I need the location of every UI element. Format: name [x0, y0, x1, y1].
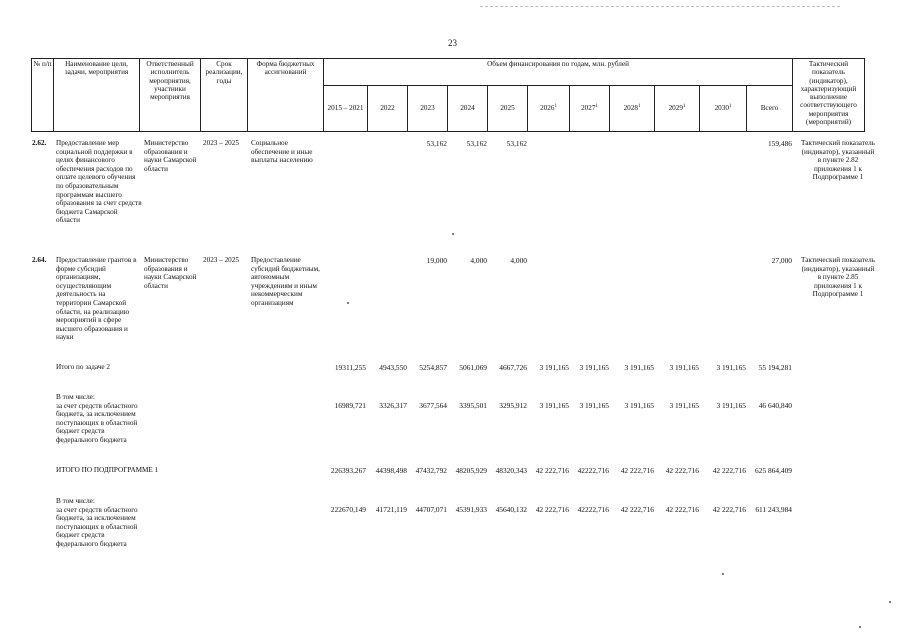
header-executor: Ответственный исполнитель мероприятия, участники мероприятия: [140, 59, 201, 132]
header-year: 2029$^1$: [655, 86, 700, 132]
budget-table-header: [31, 58, 865, 132]
totals-value: 5254,857: [419, 363, 447, 372]
row-value: 53,162: [506, 139, 527, 148]
row-name: Предоставление грантов в форме субсидий организациям, осуществляющим деятельность на территории Самарской области, на реализацию мероприятий в сфере высшего образования и науки: [56, 256, 137, 342]
totals-value: 42 222,716: [712, 466, 746, 475]
row-value: 4,000: [470, 256, 487, 265]
totals-value: 3295,912: [499, 401, 527, 410]
totals-value: 48320,343: [495, 466, 527, 475]
totals-value: 45640,132: [495, 505, 527, 514]
totals-value: 42 222,716: [535, 505, 569, 514]
row-executor: Министерство образования и науки Самарской области: [144, 256, 197, 290]
totals-value: 625 864,409: [755, 466, 792, 475]
row-term: 2023 – 2025: [203, 139, 239, 147]
row-num: 2.64.: [32, 256, 47, 264]
totals-value: 42 222,716: [535, 466, 569, 475]
totals-value: 5061,069: [459, 363, 487, 372]
totals-value: 45391,933: [455, 505, 487, 514]
totals-label: ИТОГО ПО ПОДПРОГРАММЕ 1: [56, 466, 159, 474]
header-year: 2028$^1$: [610, 86, 655, 132]
header-term: Срок реализации, годы: [201, 59, 248, 132]
totals-value: 42 222,716: [665, 505, 699, 514]
header-num: № п/п: [32, 59, 54, 132]
row-value: 53,162: [426, 139, 447, 148]
totals-value: 3 191,165: [579, 401, 609, 410]
totals-value: 3 191,165: [539, 363, 569, 372]
row-indicator: Тактический показатель (индикатор), указанный в пункте 2.82 приложения 1 к Подпрограмме 1: [801, 139, 875, 182]
row-value: 159,486: [767, 139, 792, 148]
totals-label: В том числе: за счет средств областного бюджета, за исключением поступающих в областной бюджет средств федерального бюджета: [56, 393, 138, 444]
header-year: 2025: [488, 86, 528, 132]
row-term: 2023 – 2025: [203, 256, 239, 264]
totals-value: 46 640,840: [758, 401, 792, 410]
footnote-mark: 1: [728, 104, 732, 110]
header-total: Всего: [747, 86, 793, 132]
header-form: Форма бюджетных ассигнований: [248, 59, 324, 132]
footnote-mark: 1: [637, 104, 641, 110]
header-year: 2027$^1$: [570, 86, 610, 132]
totals-value: 42222,716: [577, 466, 609, 475]
row-value: 19,000: [426, 256, 447, 265]
footnote-mark: 1: [595, 104, 598, 110]
totals-value: 3 191,165: [624, 401, 654, 410]
header-year: 2030$^1$: [700, 86, 747, 132]
row-value: 27,000: [771, 256, 792, 265]
totals-value: 44398,498: [375, 466, 407, 475]
scan-speck: [722, 573, 724, 575]
totals-value: 3 191,165: [579, 363, 609, 372]
header-year: 2024: [448, 86, 488, 132]
scan-speck: [859, 626, 861, 628]
totals-value: 611 243,984: [755, 505, 792, 514]
page-number: 23: [448, 38, 457, 48]
row-name: Предоставление мер социальной поддержки в целях финансового обеспечения расходов по оплате целевого обучения по образовательным программам высшего образования за счет средств бюджета Самарской области: [56, 139, 142, 225]
row-num: 2.62.: [32, 139, 47, 147]
scan-speck: [347, 302, 349, 304]
totals-value: 3677,564: [419, 401, 447, 410]
totals-value: 42 222,716: [712, 505, 746, 514]
totals-value: 48205,929: [455, 466, 487, 475]
totals-value: 47432,792: [415, 466, 447, 475]
totals-value: 3 191,165: [669, 363, 699, 372]
header-name: Наименование цели, задачи, мероприятия: [54, 59, 140, 132]
totals-value: 19311,255: [334, 363, 366, 372]
totals-label: В том числе: за счет средств областного бюджета, за исключением поступающих в областной бюджет средств федерального бюджета: [56, 497, 138, 548]
totals-value: 42 222,716: [620, 505, 654, 514]
scan-speck: [452, 233, 454, 235]
row-form: Предоставление субсидий бюджетным, автономным учреждениям и иным некоммерческим организациям: [251, 256, 320, 307]
totals-value: 4667,726: [499, 363, 527, 372]
header-year: 2022: [368, 86, 408, 132]
totals-value: 3 191,165: [624, 363, 654, 372]
totals-value: 4943,550: [379, 363, 407, 372]
totals-value: 3395,501: [459, 401, 487, 410]
totals-value: 222670,149: [330, 505, 366, 514]
header-year: 2026$^1$: [528, 86, 570, 132]
row-value: 53,162: [466, 139, 487, 148]
row-form: Социальное обеспечение и иные выплаты населению: [251, 139, 313, 165]
totals-value: 42 222,716: [620, 466, 654, 475]
totals-label: Итого по задаче 2: [56, 363, 111, 371]
totals-value: 42 222,716: [665, 466, 699, 475]
totals-value: 226393,267: [330, 466, 366, 475]
row-indicator: Тактический показатель (индикатор), указанный в пункте 2.85 приложения 1 к Подпрограмме 1: [801, 256, 875, 299]
header-funding: Объем финансирования по годам, млн. рублей: [324, 59, 793, 86]
header-year: 2015 – 2021: [324, 86, 368, 132]
row-executor: Министерство образования и науки Самарской области: [144, 139, 197, 173]
totals-value: 3 191,165: [669, 401, 699, 410]
row-value: 4,000: [510, 256, 527, 265]
header-indicator: Тактический показатель (индикатор), характеризующий выполнение соответствующего мероприятия (мероприятий): [793, 59, 865, 132]
totals-value: 44707,071: [415, 505, 447, 514]
totals-value: 3326,317: [379, 401, 407, 410]
header-year: 2023: [408, 86, 448, 132]
scan-speck: [889, 601, 891, 603]
totals-value: 42222,716: [577, 505, 609, 514]
totals-value: 3 191,165: [539, 401, 569, 410]
totals-value: 55 194,281: [758, 363, 792, 372]
totals-value: 16989,721: [334, 401, 366, 410]
totals-value: 3 191,165: [716, 401, 746, 410]
scan-artifact-line: [480, 6, 840, 7]
totals-value: 3 191,165: [716, 363, 746, 372]
footnote-mark: 1: [682, 104, 686, 110]
footnote-mark: 1: [554, 104, 557, 110]
totals-value: 41721,119: [375, 505, 407, 514]
